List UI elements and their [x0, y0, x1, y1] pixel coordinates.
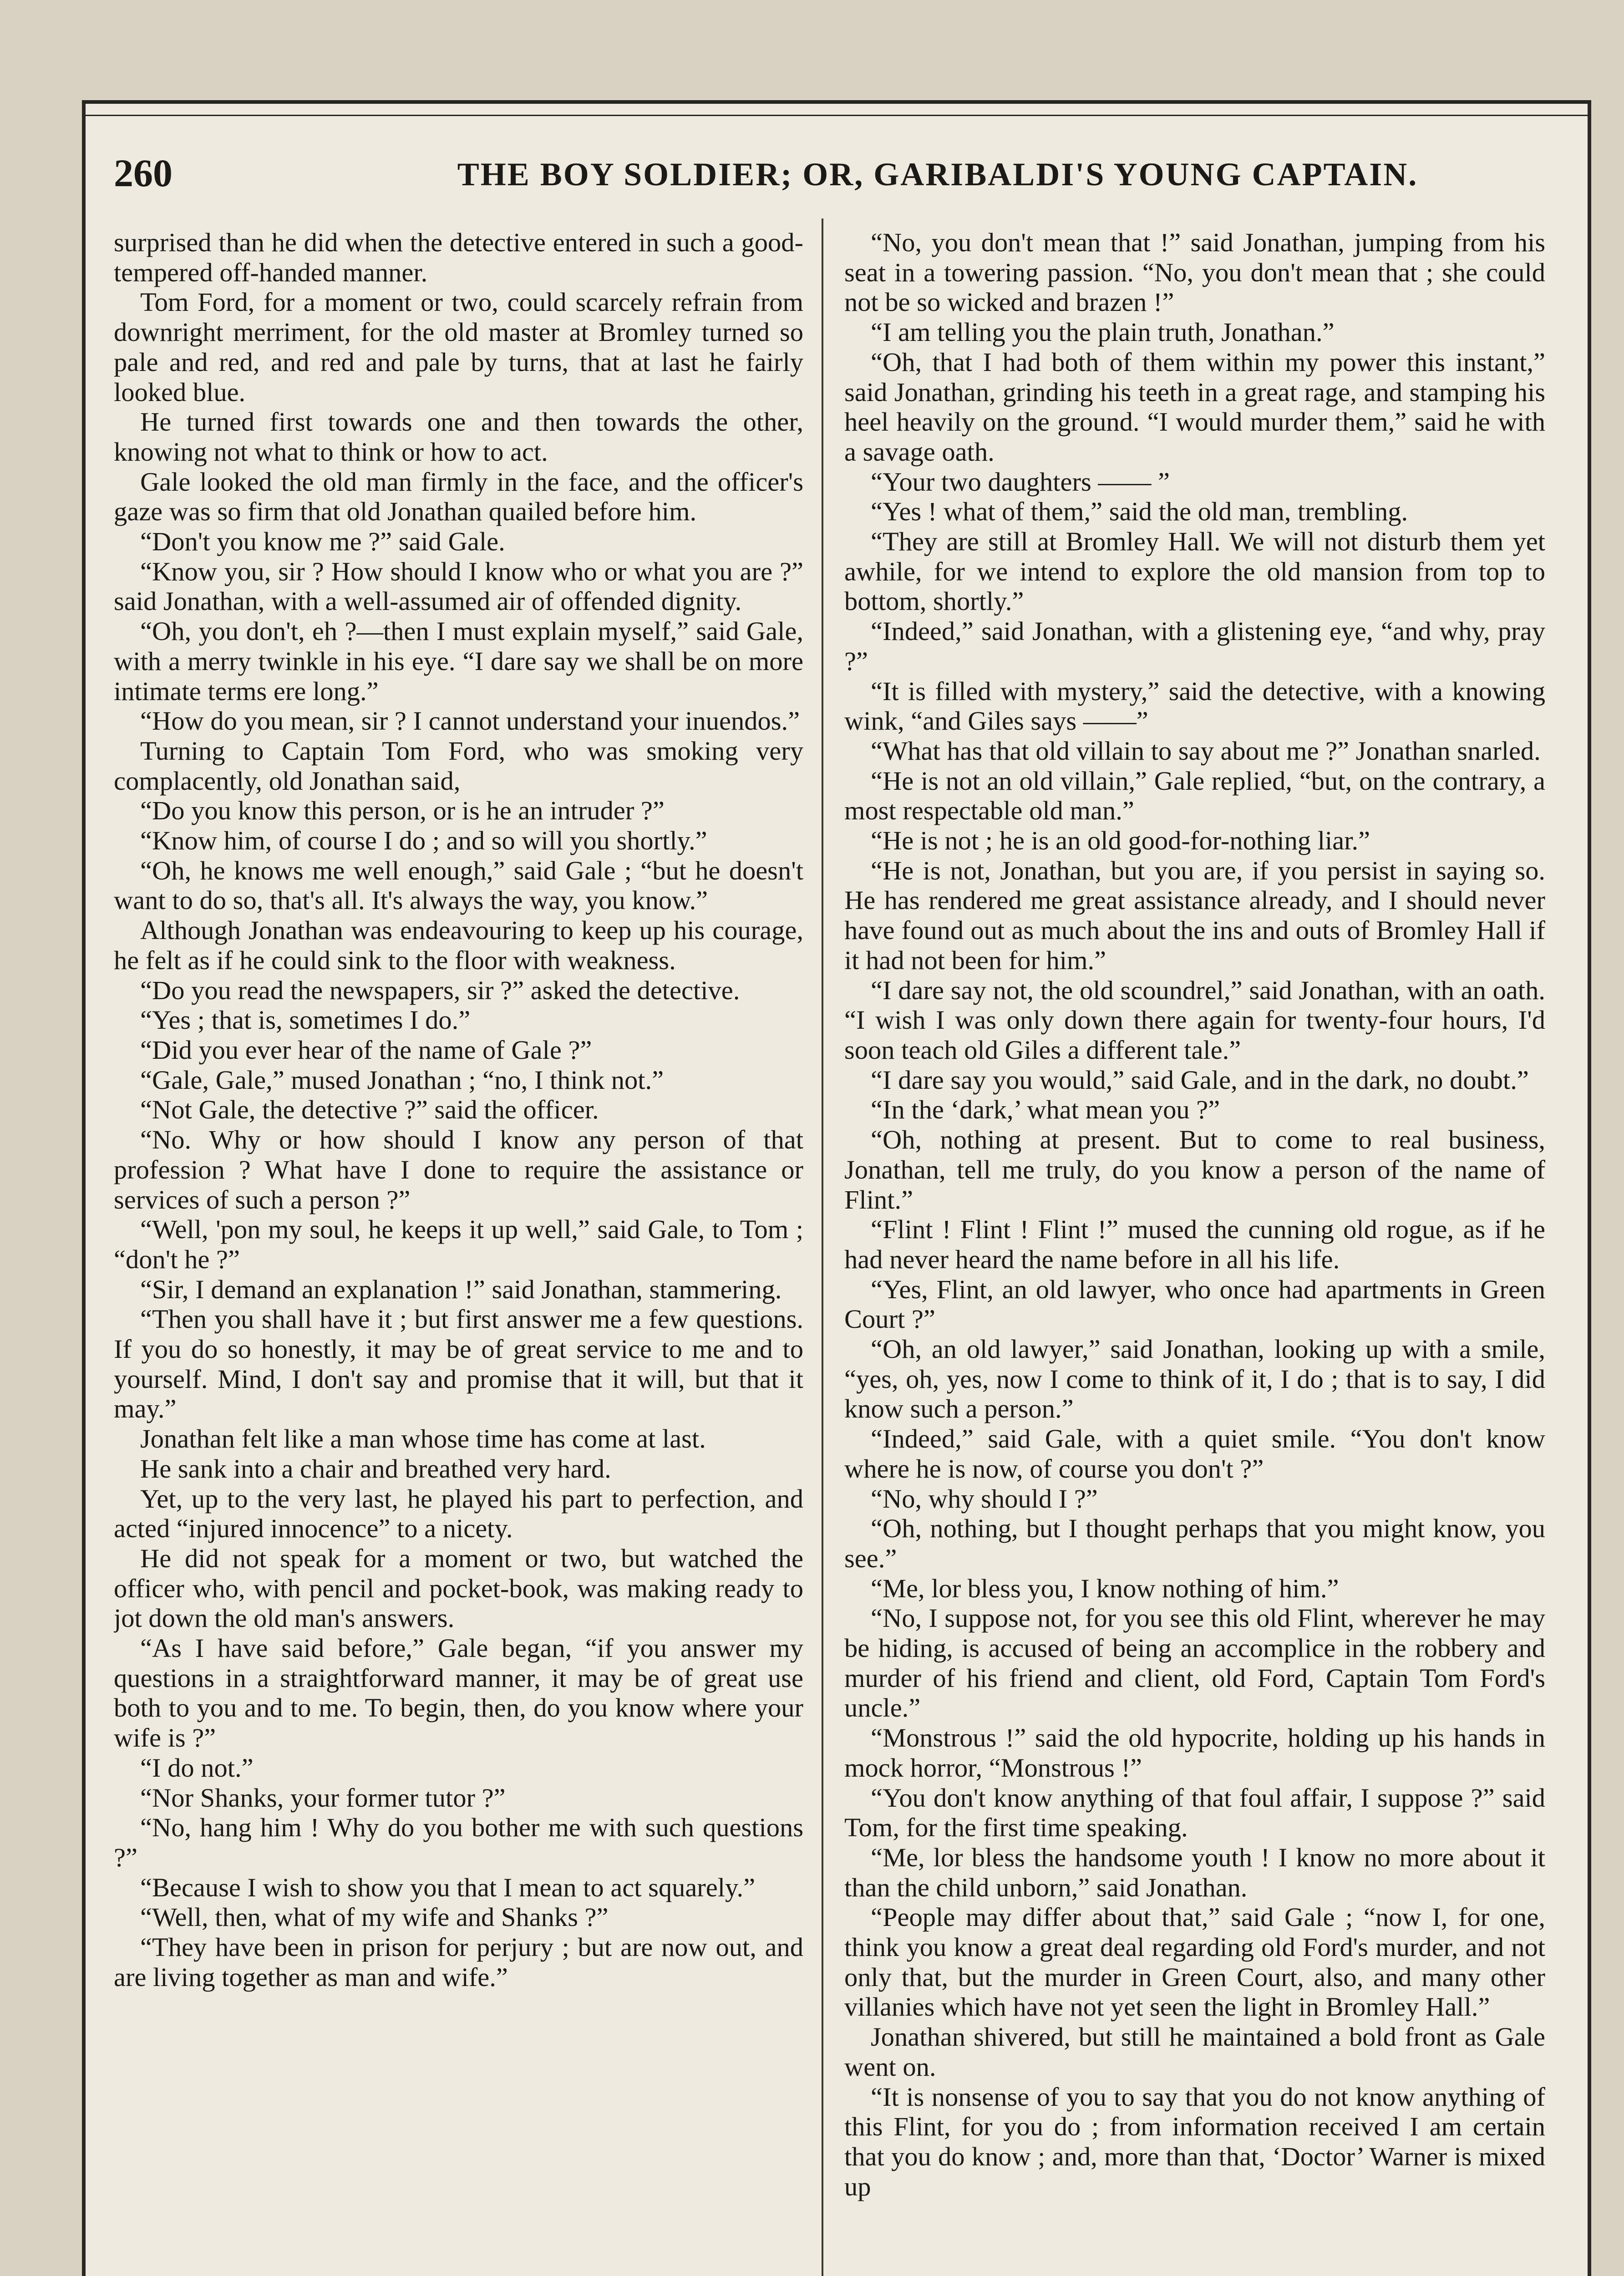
paragraph: “Oh, he knows me well enough,” said Gale ; “but he doesn't want to do so, that's all. It's always the way, you know.”	[114, 855, 803, 915]
paragraph: “Gale, Gale,” mused Jonathan ; “no, I think not.”	[140, 1065, 664, 1095]
paragraph: “Oh, that I had both of them within my power this instant,” said Jonathan, grinding his teeth in a great rage, and stamping his heel heavily on the ground. “I would murder them,” said he with a savage oath.	[844, 347, 1545, 467]
paragraph: “You don't know anything of that foul affair, I suppose ?” said Tom, for the first time speaking.	[844, 1783, 1545, 1843]
paragraph: “Do you read the newspapers, sir ?” asked the detective.	[140, 975, 740, 1005]
paragraph: “Oh, an old lawyer,” said Jonathan, looking up with a smile, “yes, oh, yes, now I come to think of it, I do ; that is to say, I did know such a person.”	[844, 1334, 1545, 1424]
paragraph: “Monstrous !” said the old hypocrite, holding up his hands in mock horror, “Monstrous !”	[844, 1723, 1545, 1783]
paragraph: “They are still at Bromley Hall. We will not disturb them yet awhile, for we intend to explore the old mansion from top to bottom, shortly.”	[844, 527, 1545, 616]
paragraph: “No. Why or how should I know any person of that profession ? What have I done to require the assistance or services of such a person ?”	[114, 1125, 803, 1214]
text-column-left	[114, 228, 803, 2276]
top-inner-rule	[82, 115, 1591, 116]
paragraph: “They have been in prison for perjury ; but are now out, and are living together as man and wife.”	[114, 1932, 803, 1992]
paragraph: “Know you, sir ? How should I know who or what you are ?” said Jonathan, with a well-assumed air of offended dignity.	[114, 556, 803, 616]
paragraph: “Well, 'pon my soul, he keeps it up well,” said Gale, to Tom ; “don't he ?”	[114, 1214, 803, 1274]
paragraph: “Nor Shanks, your former tutor ?”	[140, 1783, 506, 1813]
paragraph: “It is nonsense of you to say that you do not know anything of this Flint, for you do ; from information received I am certain that you do know ; and, more than that, ‘Doctor’ Warner is mixed up	[844, 2082, 1545, 2201]
paragraph: He turned first towards one and then towards the other, knowing not what to think or how to act.	[114, 407, 803, 467]
paragraph: “No, you don't mean that !” said Jonathan, jumping from his seat in a towering passion. “No, you don't mean that ; she could not be so wicked and brazen !”	[844, 228, 1545, 317]
paragraph: “Do you know this person, or is he an intruder ?”	[140, 796, 665, 826]
paragraph: “Flint ! Flint ! Flint !” mused the cunning old rogue, as if he had never heard the name before in all his life.	[844, 1214, 1545, 1274]
paragraph: “No, hang him ! Why do you bother me with such questions ?”	[114, 1813, 803, 1872]
paragraph: “I dare say you would,” said Gale, and in the dark, no doubt.”	[871, 1065, 1529, 1095]
paragraph: “It is filled with mystery,” said the detective, with a knowing wink, “and Giles says ——”	[844, 676, 1545, 736]
paragraph: “Yes ; that is, sometimes I do.”	[140, 1005, 471, 1035]
paragraph: “He is not ; he is an old good-for-nothing liar.”	[871, 826, 1370, 856]
paragraph: “I do not.”	[140, 1753, 254, 1783]
text-column-right	[844, 228, 1545, 2276]
paragraph: “Because I wish to show you that I mean to act squarely.”	[140, 1872, 756, 1902]
paragraph: “Then you shall have it ; but first answer me a few questions. If you do so honestly, it may be of great service to me and to yourself. Mind, I don't say and promise that it will, but that it may.”	[114, 1304, 803, 1424]
top-border-rule	[82, 100, 1591, 104]
paragraph: “In the ‘dark,’ what mean you ?”	[871, 1095, 1220, 1125]
paragraph: Turning to Captain Tom Ford, who was smoking very complacently, old Jonathan said,	[114, 736, 803, 796]
paragraph: He sank into a chair and breathed very hard.	[140, 1453, 611, 1483]
paragraph: “No, I suppose not, for you see this old Flint, wherever he may be hiding, is accused of being an accomplice in the robbery and murder of his friend and client, old Ford, Captain Tom Ford's uncle.”	[844, 1603, 1545, 1723]
page-header	[114, 150, 1548, 200]
paragraph: “How do you mean, sir ? I cannot understand your inuendos.”	[140, 706, 800, 736]
paragraph: Jonathan shivered, but still he maintained a bold front as Gale went on.	[844, 2022, 1545, 2082]
paragraph: Although Jonathan was endeavouring to keep up his courage, he felt as if he could sink to the floor with weakness.	[114, 915, 803, 975]
paragraph: “Know him, of course I do ; and so will you shortly.”	[140, 826, 707, 856]
paragraph: “Your two daughters —— ”	[871, 467, 1170, 497]
paragraph: “Not Gale, the detective ?” said the officer.	[140, 1095, 599, 1125]
paragraph: “As I have said before,” Gale began, “if you answer my questions in a straightforward manner, it may be of great use both to you and to me. To begin, then, do you know where your wife is ?”	[114, 1633, 803, 1753]
paragraph: surprised than he did when the detective entered in such a good-tempered off-handed manner.	[114, 228, 803, 287]
paragraph: “Me, lor bless the handsome youth ! I know no more about it than the child unborn,” said Jonathan.	[844, 1842, 1545, 1902]
paragraph: “Yes ! what of them,” said the old man, trembling.	[871, 497, 1408, 527]
paragraph: “People may differ about that,” said Gale ; “now I, for one, think you know a great deal regarding old Ford's murder, and not only that, but the murder in Green Court, also, and many other villanies which have not yet seen the light in Bromley Hall.”	[844, 1902, 1545, 2022]
paragraph: “Yes, Flint, an old lawyer, who once had apartments in Green Court ?”	[844, 1274, 1545, 1334]
paragraph: “I am telling you the plain truth, Jonathan.”	[871, 317, 1335, 347]
paragraph: “No, why should I ?”	[871, 1483, 1098, 1514]
running-title: THE BOY SOLDIER; OR, GARIBALDI'S YOUNG CAPTAIN.	[457, 156, 1418, 193]
column-divider	[822, 218, 823, 2276]
paragraph: “What has that old villain to say about me ?” Jonathan snarled.	[871, 736, 1541, 766]
paragraph: “Well, then, what of my wife and Shanks ?”	[140, 1902, 609, 1932]
paragraph: “Don't you know me ?” said Gale.	[140, 527, 505, 557]
paragraph: “He is not, Jonathan, but you are, if you persist in saying so. He has rendered me great assistance already, and I should never have found out as much about the ins and outs of Bromley Hall if it had not been for him.”	[844, 855, 1545, 975]
paragraph: “He is not an old villain,” Gale replied, “but, on the contrary, a most respectable old man.”	[844, 766, 1545, 826]
paragraph: “Me, lor bless you, I know nothing of him.”	[871, 1573, 1339, 1603]
paragraph: “I dare say not, the old scoundrel,” said Jonathan, with an oath. “I wish I was only down there again for twenty-four hours, I'd soon teach old Giles a different tale.”	[844, 975, 1545, 1065]
paragraph: “Oh, nothing at present. But to come to real business, Jonathan, tell me truly, do you know a person of the name of Flint.”	[844, 1125, 1545, 1214]
paragraph: “Indeed,” said Gale, with a quiet smile. “You don't know where he is now, of course you don't ?”	[844, 1424, 1545, 1483]
paragraph: Yet, up to the very last, he played his part to perfection, and acted “injured innocence” to a nicety.	[114, 1483, 803, 1544]
paragraph: He did not speak for a moment or two, but watched the officer who, with pencil and pocket-book, was making ready to jot down the old man's answers.	[114, 1543, 803, 1633]
paragraph: “Oh, nothing, but I thought perhaps that you might know, you see.”	[844, 1514, 1545, 1573]
paragraph: “Did you ever hear of the name of Gale ?”	[140, 1035, 592, 1065]
page-number: 260	[114, 151, 173, 195]
paragraph: “Sir, I demand an explanation !” said Jonathan, stammering.	[140, 1274, 782, 1304]
paragraph: “Oh, you don't, eh ?—then I must explain myself,” said Gale, with a merry twinkle in his eye. “I dare say we shall be on more intimate terms ere long.”	[114, 616, 803, 706]
paragraph: Tom Ford, for a moment or two, could scarcely refrain from downright merriment, for the old master at Bromley turned so pale and red, and red and pale by turns, that at last he fairly looked blue.	[114, 287, 803, 407]
paragraph: Jonathan felt like a man whose time has come at last.	[140, 1424, 706, 1454]
paragraph: “Indeed,” said Jonathan, with a glistening eye, “and why, pray ?”	[844, 616, 1545, 676]
paragraph: Gale looked the old man firmly in the face, and the officer's gaze was so firm that old Jonathan quailed before him.	[114, 467, 803, 527]
